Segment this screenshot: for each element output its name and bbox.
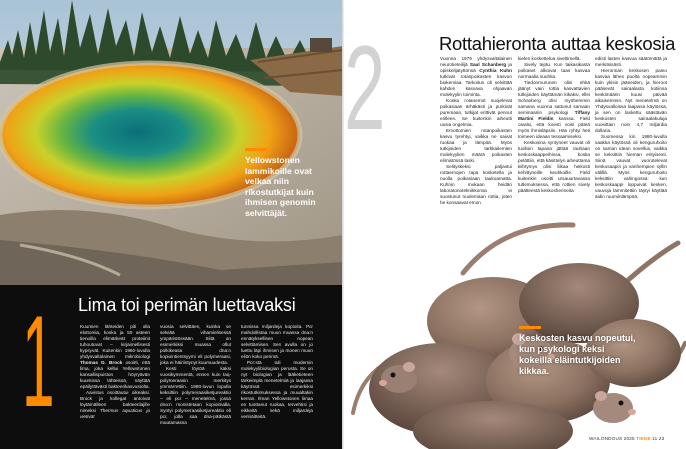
article-column-3	[595, 56, 667, 200]
page-gutter	[342, 0, 344, 449]
body-text: polymeraasiketjureaktio	[181, 390, 231, 395]
person-name: Tiffany Martini Fieldin	[518, 110, 590, 121]
body-paragraph: Koska rotanemot suojelevat poikasiaan ärhäkästi ja purkivät puremaan, tutkijat erittivät pennut erilleen. Se kuitenkin aiheutti uusia ongelmia.	[440, 98, 512, 127]
section-heading: Lima toi perimän luettavaksi	[78, 295, 296, 315]
body-paragraph: Keskosina syntyneet vauvat oli tuolloin tapana jättää rauhaan keskoskaappeihinsa, koska pelättiin, että käsittelyn aiheuttama kiihtymys olisi liikaa heikosti kehittyneille keuhkoille. Field kuitenkin osoitti ursauurtavassa tutkimuksessa, että rottien sively päätteestä keskosherineita	[518, 140, 590, 193]
body-paragraph: Selityskeksi paljastui rottaemojen tapa kosketella ja nuolla poikasiaan taukoamatta. Kuhnin mukaan heidän laboratorioteknikkonsa ei suostunut nuolemaan rottia, joten he konsaavat emon	[440, 164, 512, 205]
photo-caption	[245, 148, 337, 219]
folio-text: WAILONDOUS 2025	[589, 436, 635, 441]
body-paragraph: Sively teptu. Kun taikasikasta poikaset alkoivat taas kasvaa normaalia suuhtia.	[518, 62, 590, 79]
caption-text: Keskosten kasvu nopeutui, kun psykologi keksi kokeilla eläintutkijoiden kikkaa.	[519, 333, 636, 376]
article-column-2	[518, 56, 590, 194]
body-text: – eli pcr – menetelmä, jossa dna:n monistetaan kopioimalla. Syntyi polymeraasiketjureaktio eli pcr, jolla saa dna-pätkästä muutamassa	[160, 396, 231, 425]
person-name: Cynthia Kuhn	[479, 68, 512, 73]
yellowstone-photo	[0, 0, 343, 285]
body-text: Tiedonmurunen olisi ehkä jäänyt vain rottia kasvattavien tutkijoiden käyttämän kikaksi, ellei Schanberg olisi myöhemmin samana vuonna sattunut samaan seminaariin psykologi	[518, 80, 590, 115]
body-text: osoitti, että lima, joka kellui Yellowstonen kansallispuiston höyryävän kuumissa lähteissä, näyttää epäilyttävästi bakteerikasvustolta.	[80, 360, 150, 389]
section-number: 1	[22, 288, 55, 434]
body-paragraph: Emottomien rotanpoikasten kasvu tyrehtyi, vaikka ne saivat ruokaa ja lämpöä. Myös tutkijoiden tarkkailemien molekyylien määrä poikasten elimistössä laski.	[440, 128, 512, 163]
body-text: Vuonna 1979 yhdysvaltalainen neurotieteilijä	[440, 56, 512, 67]
body-paragraph: vuosia selvittäen, kuinka se selviää vihamielisessä ympäristössään. Siitä on esimerkiksi muassa ollut polkikeasa dna:n kopiointientsyymi eli polymeraasi, joka ei häiriintynyt kuumuudesta.	[160, 324, 231, 365]
species-name: Thermus aquaticus ja vietivät	[80, 408, 150, 419]
caption-accent-bar	[245, 148, 267, 151]
section-heading: Rottahieronta auttaa keskosia	[439, 33, 676, 54]
body-paragraph: Pcr:stä tuli modernin molekyylibiologian perusta. Se on nyt biologian ja lääketieteen tärkeimpiä menetelmiä ja laajassa käytössä esimerkiksi rikostutkimuksessa ja muualtakin kerran. Ilman Yellowstonen limaa en tuottanut ruokaa, tervehtisi ja eikkeitä sekä miljardeja verinäitteitä.	[241, 360, 313, 419]
body-text: ja opiskelijatyttönsä	[440, 62, 512, 73]
article-column-1	[80, 324, 150, 420]
article-column-2	[160, 324, 231, 426]
article-column-3	[241, 324, 313, 420]
body-text: Kesti löytöä kaksi vuosikymmentä, ennen kuin taq-polymeraasin merkitys ymmärrettiin. 1980-luvun lopulla keksittiin	[160, 366, 231, 395]
person-name: Thomas D. Brock	[80, 360, 123, 365]
folio-issue: 11	[652, 436, 658, 441]
folio-page-number: 23	[658, 436, 665, 441]
body-paragraph: edisti lasten kasvua säätömättä ja merkitsisästi.	[595, 56, 667, 67]
person-name: Saul Schanberg	[469, 62, 507, 67]
right-page	[343, 0, 686, 449]
body-paragraph: Hieronnan keskosen paino kasvaa lähes puolta nopeammin kuin ykisin jääneiden, ja hieroot pääsevät sairaalasta kotiinsa keskimäärin kuusi päivää aikaisemmin. Nyt menetelmä on Yhdysvalloissa laajassa käytössä, ja sen on laskettu säästävän keskosten sairaalakuluja vuosittain noin 4,7 miljardia dollaria.	[595, 68, 667, 133]
body-paragraph: Suomessa kin 1980-luvulla saakka käytössä oli kenguruhoito on saman idean sovellus, vaikka se keksittiin hieman erityisesti. Siinä vauvat vuorotelevat keskosaapin ja vanhempien syllin välillä. Myös kenguruhoito keksittiin vahingossa: kun keskoskaappi loppuivat kesken, vauvoja lämmitettiin täytyi käyttää äidin ruumiinlämpöä.	[595, 134, 667, 199]
body-paragraph: kielen koskettelua siveltimellä.	[518, 56, 581, 61]
body-text: tutkivat rotanpoikasten kasvun biokemiaa. Tarkoitus oli selvittää kahden kasvava ohjaavan molekyylin toiminta.	[440, 74, 512, 97]
page-folio	[589, 436, 664, 441]
body-paragraph: tunnissa miljardeja kopioita. Pcr mahdollistaa muun muassa dna:n ennätyksellisen nopean selvittämisen. Sen avulla on jo luettu läpi ihmisen ja monen muun eliön koko perimä.	[241, 324, 313, 359]
caption-accent-bar	[519, 326, 541, 329]
body-text: Kuumien lähteiden piti olla elottomia, koska ja 50 asteen tienoilla elimärkeät proteiinit tuhoutuvat – kirjaimellisesti kypsyvät. Kuitenkin 1960-luvulla yhdysvaltalainen mikrobiologi	[80, 324, 150, 359]
body-text: Aavistus osoittautui oikeaksi. Brock ja kollegat antoivat löytämälleen bakteerilajille nimeksi	[80, 390, 150, 413]
caption-text: Yellowstonen lammikoille ovat velkaa niin rikostutkijat kuin ihmisen genomin selvittäjät.	[245, 155, 316, 218]
article-column-1	[440, 56, 512, 206]
body-text: kanssa. Field oivalsi, että koesti voisi päteä myös ihmisläpsiin. Hän ryhtyi heti toimeen ideaan tessaamiseksi.	[518, 116, 591, 139]
photo-caption	[519, 326, 639, 377]
section-number: 2	[344, 21, 386, 155]
folio-brand: TIEDE	[636, 436, 651, 441]
